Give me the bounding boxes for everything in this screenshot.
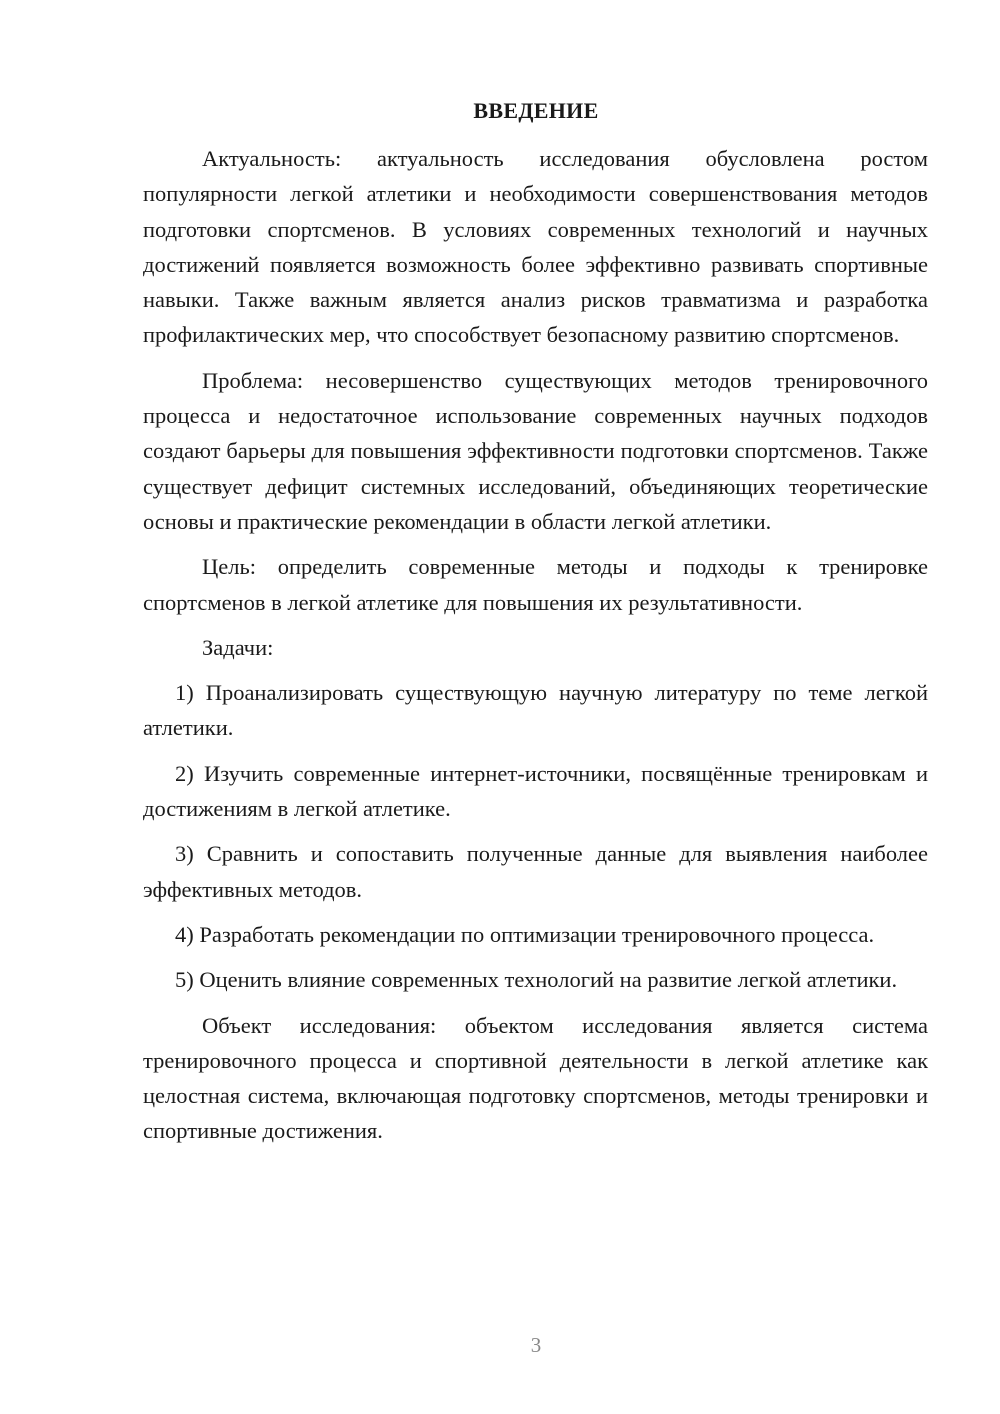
task-item-3: 3) Сравнить и сопоставить полученные данные для выявления наиболее эффективных методов.	[143, 841, 928, 902]
paragraph-object: Объект исследования: объектом исследования является система тренировочного процесса и спортивной деятельности в легкой атлетике как целостная система, включающая подготовку спортсменов, методы тренировки и спортивные достижения.	[143, 1012, 928, 1144]
task-item-4: 4) Разработать рекомендации по оптимизации тренировочного процесса.	[175, 921, 875, 947]
task-item-1: 1) Проанализировать существующую научную литературу по теме легкой атлетики.	[143, 680, 928, 741]
paragraph-problem: Проблема: несовершенство существующих методов тренировочного процесса и недостаточное использование современных научных подходов создают барьеры для повышения эффективности подготовки спортсменов. Также существует дефицит системных исследований, объединяющих теоретические основы и практические рекомендации в области легкой атлетики.	[143, 367, 928, 534]
document-body	[143, 141, 928, 1159]
section-title: ВВЕДЕНИЕ	[473, 98, 599, 123]
tasks-heading: Задачи:	[202, 634, 274, 660]
paragraph-goal: Цель: определить современные методы и подходы к тренировке спортсменов в легкой атлетике для повышения их результативности.	[143, 554, 928, 615]
page-number: 3	[530, 1333, 542, 1357]
task-item-2: 2) Изучить современные интернет-источники, посвящённые тренировкам и достижениям в легкой атлетике.	[143, 760, 928, 822]
paragraph-relevance: Актуальность: актуальность исследования обусловлена ростом популярности легкой атлетики и необходимости совершенствования методов подготовки спортсменов. В условиях современных технологий и научных достижений появляется возможность более эффективно развивать спортивные навыки. Также важным является анализ рисков травматизма и разработка профилактических мер, что способствует безопасному развитию спортсменов.	[143, 146, 928, 348]
task-item-5: 5) Оценить влияние современных технологий на развитие легкой атлетики.	[175, 967, 898, 993]
